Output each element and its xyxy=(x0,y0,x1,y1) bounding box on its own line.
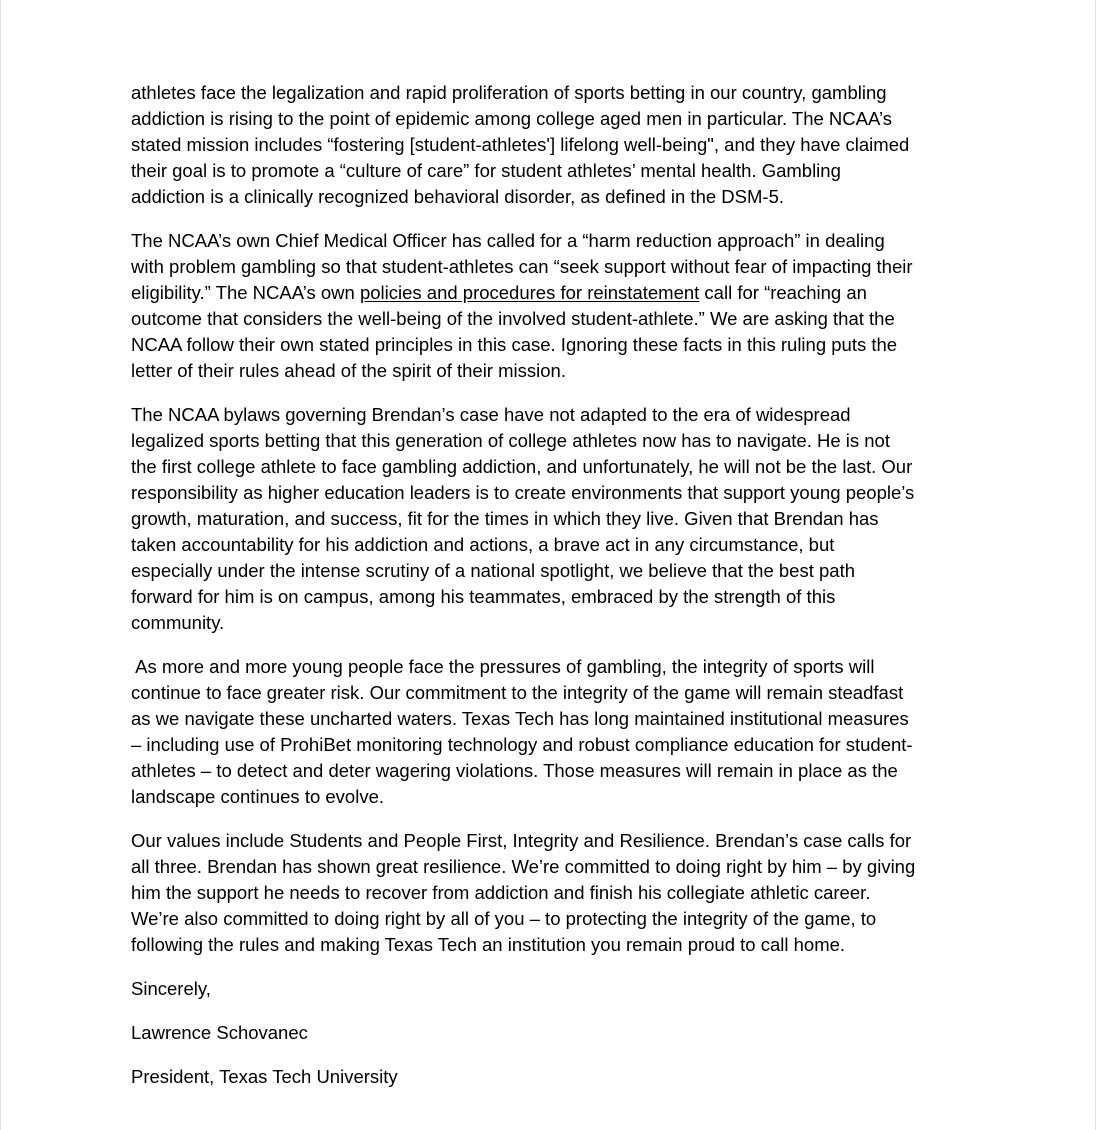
text-line: The NCAA’s own Chief Medical Officer has called for a “harm reduction approach” in dealing xyxy=(131,230,885,251)
text-line: community. xyxy=(131,612,225,633)
text-line: Our values include Students and People First, Integrity and Resilience. Brendan’s case calls for xyxy=(131,830,912,851)
text-line: athletes face the legalization and rapid proliferation of sports betting in our country, gambling xyxy=(131,82,887,103)
text-line: NCAA follow their own stated principles in this case. Ignoring these facts in this ruling puts the xyxy=(131,334,898,355)
closing-salutation: Sincerely, xyxy=(131,978,211,999)
text-line: the first college athlete to face gambling addiction, and unfortunately, he will not be the last. Our xyxy=(131,456,913,477)
text-line: responsibility as higher education leaders is to create environments that support young people’s xyxy=(131,482,915,503)
text-line: especially under the intense scrutiny of a national spotlight, we believe that the best path xyxy=(131,560,856,581)
text-line: forward for him is on campus, among his teammates, embraced by the strength of this xyxy=(131,586,836,607)
text-line: him the support he needs to recover from addiction and finish his collegiate athletic career. xyxy=(131,882,871,903)
text-line: addiction is rising to the point of epidemic among college aged men in particular. The NCAA’s xyxy=(131,108,892,129)
text-line: – including use of ProhiBet monitoring technology and robust compliance education for student- xyxy=(131,734,913,755)
text-line: as we navigate these uncharted waters. Texas Tech has long maintained institutional measures xyxy=(131,708,909,729)
text-line: landscape continues to evolve. xyxy=(131,786,385,807)
text-line: legalized sports betting that this generation of college athletes now has to navigate. He is not xyxy=(131,430,890,451)
text-line: taken accountability for his addiction and actions, a brave act in any circumstance, but xyxy=(131,534,835,555)
text-line: growth, maturation, and success, fit for the times in which they live. Given that Brendan has xyxy=(131,508,879,529)
link-suffix-text: call for “reaching an xyxy=(699,282,867,303)
paragraph-our-values xyxy=(131,828,971,958)
text-line: following the rules and making Texas Tech an institution you remain proud to call home. xyxy=(131,934,846,955)
paragraph-integrity-of-sports xyxy=(131,654,971,810)
text-line: The NCAA bylaws governing Brendan’s case have not adapted to the era of widespread xyxy=(131,404,851,425)
text-line-with-link xyxy=(131,280,971,306)
text-line: addiction is a clinically recognized behavioral disorder, as defined in the DSM-5. xyxy=(131,186,784,207)
paragraph-chief-medical-officer xyxy=(131,228,971,384)
text-line: all three. Brendan has shown great resilience. We’re committed to doing right by him – by giving xyxy=(131,856,916,877)
text-line: their goal is to promote a “culture of care” for student athletes’ mental health. Gambling xyxy=(131,160,841,181)
paragraph-gambling-addiction xyxy=(131,80,971,210)
text-line: As more and more young people face the pressures of gambling, the integrity of sports will xyxy=(131,656,875,677)
text-line: stated mission includes “fostering [student-athletes'] lifelong well-being", and they have claimed xyxy=(131,134,910,155)
letter-body xyxy=(131,80,971,1108)
signer-name: Lawrence Schovanec xyxy=(131,1022,308,1043)
text-line: with problem gambling so that student-athletes can “seek support without fear of impacting their xyxy=(131,256,913,277)
text-line: outcome that considers the well-being of the involved student-athlete.” We are asking that the xyxy=(131,308,895,329)
text-line: continue to face greater risk. Our commitment to the integrity of the game will remain steadfast xyxy=(131,682,904,703)
reinstatement-policies-link[interactable]: policies and procedures for reinstatement xyxy=(359,282,700,303)
link-prefix-text: eligibility.” The NCAA’s own xyxy=(131,282,360,303)
paragraph-ncaa-bylaws xyxy=(131,402,971,636)
text-line: letter of their rules ahead of the spirit of their mission. xyxy=(131,360,566,381)
text-line: We’re also committed to doing right by all of you – to protecting the integrity of the game, to xyxy=(131,908,877,929)
signer-title: President, Texas Tech University xyxy=(131,1066,398,1087)
text-line: athletes – to detect and deter wagering violations. Those measures will remain in place as the xyxy=(131,760,898,781)
